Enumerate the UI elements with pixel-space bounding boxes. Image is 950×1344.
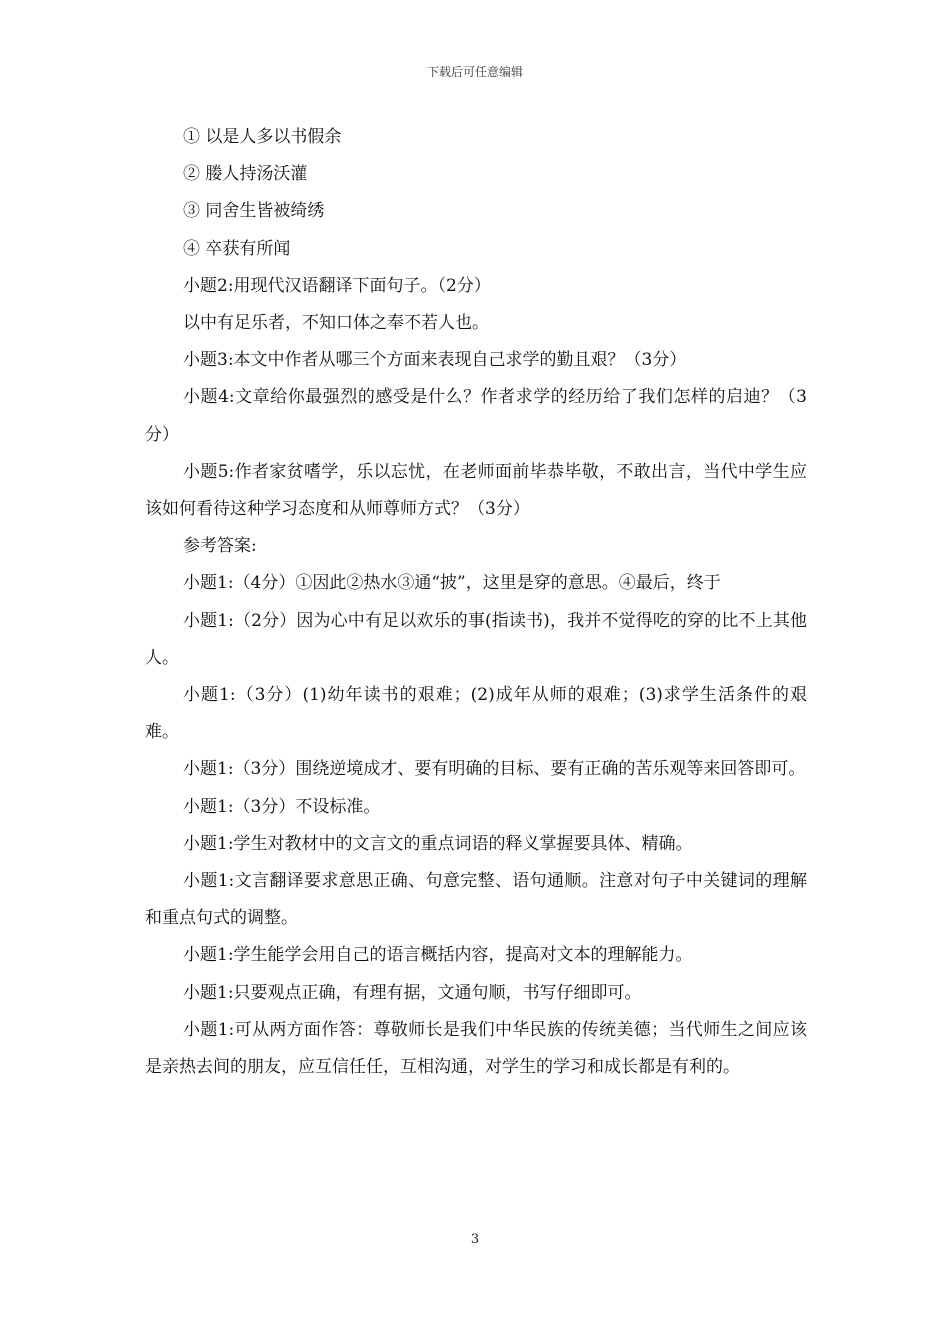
- page-header: 下载后可任意编辑: [426, 65, 523, 79]
- answer-3: 小题1:（3分）(1)幼年读书的艰难；(2)成年从师的艰难；(3)求学生活条件的艰难。: [145, 685, 807, 743]
- option-3: ③ 同舍生皆被绮绣: [183, 201, 325, 222]
- question-4: 小题4:文章给你最强烈的感受是什么？作者求学的经历给了我们怎样的启迪？（3分）: [145, 387, 807, 445]
- answer-4: 小题1:（3分）围绕逆境成才、要有明确的目标、要有正确的苦乐观等来回答即可。: [183, 759, 806, 780]
- answer-5: 小题1:（3分）不设标准。: [183, 796, 381, 817]
- answer-1: 小题1:（4分）①因此②热水③通“披”，这里是穿的意思。④最后，终于: [183, 573, 721, 594]
- analysis-3: 小题1:学生能学会用自己的语言概括内容，提高对文本的理解能力。: [183, 945, 693, 966]
- option-2: ② 媵人持汤沃灌: [183, 164, 308, 185]
- analysis-5: 小题1:可从两方面作答：尊敬师长是我们中华民族的传统美德；当代师生之间应该是亲热去间的朋友，应互信任任，互相沟通，对学生的学习和成长都是有利的。: [145, 1019, 807, 1078]
- question-2: 小题2:用现代汉语翻译下面句子。（2分）: [183, 275, 491, 296]
- analysis-1: 小题1:学生对教材中的文言文的重点词语的释义掌握要具体、精确。: [183, 833, 693, 854]
- answers-heading: 参考答案:: [183, 536, 257, 557]
- analysis-2: 小题1:文言翻译要求意思正确、句意完整、语句通顺。注意对句子中关键词的理解和重点句式的调整。: [145, 871, 807, 929]
- option-4: ④ 卒获有所闻: [183, 238, 291, 259]
- analysis-4: 小题1:只要观点正确，有理有据，文通句顺，书写仔细即可。: [183, 982, 642, 1003]
- page-number: 3: [470, 1232, 480, 1247]
- answer-2: 小题1:（2分）因为心中有足以欢乐的事(指读书)，我并不觉得吃的穿的比不上其他人。: [145, 610, 807, 668]
- option-1: ① 以是人多以书假余: [183, 127, 342, 147]
- question-5: 小题5:作者家贫嗜学，乐以忘忧，在老师面前毕恭毕敬，不敢出言，当代中学生应该如何看待这种学习态度和从师尊师方式？（3分）: [145, 461, 807, 520]
- question-2-sentence: 以中有足乐者，不知口体之奉不若人也。: [183, 313, 489, 334]
- question-3: 小题3:本文中作者从哪三个方面来表现自己求学的勤且艰？（3分）: [183, 350, 687, 371]
- document-body: [145, 119, 807, 1086]
